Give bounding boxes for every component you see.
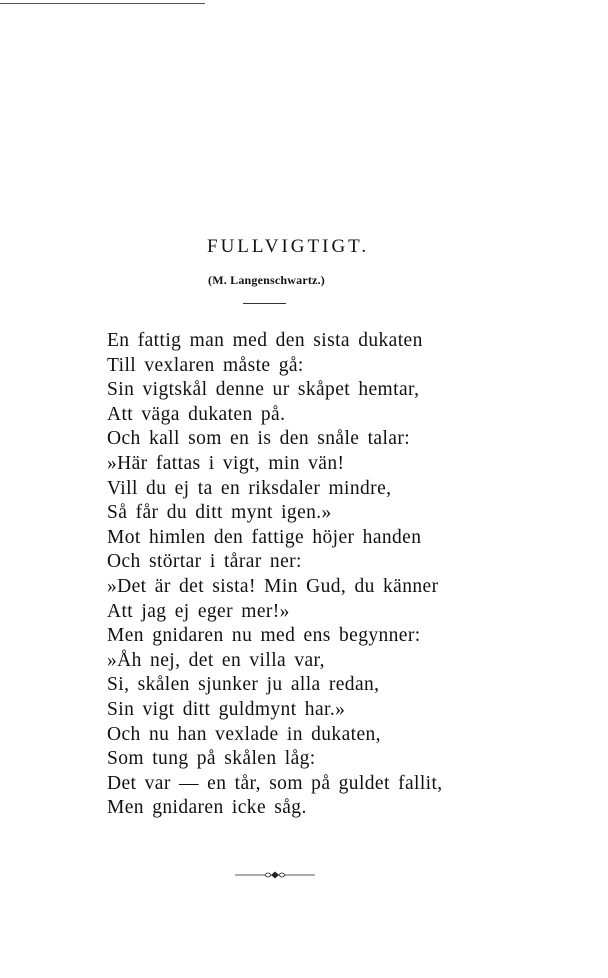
poem-line: Mot himlen den fattige höjer handen xyxy=(107,526,422,548)
title-divider xyxy=(243,303,286,304)
poem-line: »Åh nej, det en villa var, xyxy=(107,649,325,671)
poem-line: Och kall som en is den snåle talar: xyxy=(107,428,411,450)
poem-line: Att jag ej eger mer!» xyxy=(107,600,290,622)
ornament-divider-icon xyxy=(235,868,315,882)
poem-line: »Här fattas i vigt, min vän! xyxy=(107,452,345,474)
poem-line: Och störtar i tårar ner: xyxy=(107,551,302,573)
poem-title: FULLVIGTIGT. xyxy=(207,236,370,257)
poem-line: »Det är det sista! Min Gud, du känner xyxy=(107,575,439,597)
poem-line: Till vexlaren måste gå: xyxy=(107,354,304,376)
poem-body xyxy=(107,329,487,821)
top-edge-rule xyxy=(0,3,205,4)
poem-line: Så får du ditt mynt igen.» xyxy=(107,502,332,524)
poem-line: Och nu han vexlade in dukaten, xyxy=(107,723,381,745)
poem-line: Sin vigt ditt guldmynt har.» xyxy=(107,698,346,720)
poem-line: Det var — en tår, som på guldet fallit, xyxy=(107,772,443,794)
poem-line: En fattig man med den sista dukaten xyxy=(107,330,423,351)
poem-author: (M. Langenschwartz.) xyxy=(208,273,325,287)
poem-line: Sin vigtskål denne ur skåpet hemtar, xyxy=(107,379,420,401)
poem-line: Men gnidaren nu med ens begynner: xyxy=(107,625,421,647)
poem-line: Att väga dukaten på. xyxy=(107,403,286,425)
poem-line: Vill du ej ta en riksdaler mindre, xyxy=(107,477,392,499)
poem-line: Si, skålen sjunker ju alla redan, xyxy=(107,674,380,696)
poem-line: Som tung på skålen låg: xyxy=(107,748,316,770)
poem-line: Men gnidaren icke såg. xyxy=(107,797,307,819)
